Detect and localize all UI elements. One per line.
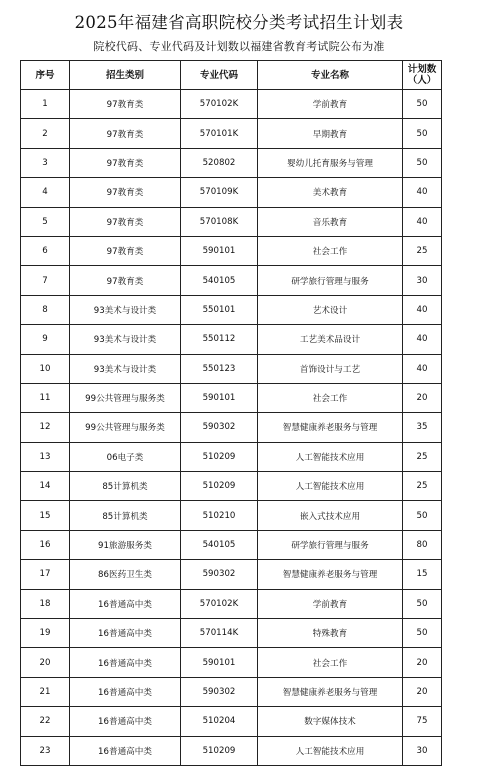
table-row [21,501,442,530]
table-row [21,178,442,207]
cell-plan-count: 50 [403,589,442,618]
cell-major-code: 550112 [181,325,258,354]
cell-major-code: 510204 [181,707,258,736]
cell-plan-count: 40 [403,325,442,354]
cell-category: 97教育类 [70,207,181,236]
cell-major-name: 社会工作 [258,383,403,412]
cell-major-name: 美术教育 [258,178,403,207]
table-row [21,148,442,177]
cell-category: 91旅游服务类 [70,530,181,559]
table-row [21,648,442,677]
cell-plan-count: 20 [403,648,442,677]
cell-category: 16普通高中类 [70,707,181,736]
cell-plan-count: 30 [403,266,442,295]
header-major-name: 专业名称 [258,61,403,90]
cell-index: 11 [21,383,70,412]
cell-major-code: 570102K [181,589,258,618]
table-row [21,413,442,442]
cell-plan-count: 20 [403,677,442,706]
cell-major-name: 人工智能技术应用 [258,736,403,765]
table-row [21,236,442,265]
document-subtitle: 院校代码、专业代码及计划数以福建省教育考试院公布为准 [93,40,385,53]
cell-index: 1 [21,90,70,119]
cell-index: 3 [21,148,70,177]
cell-major-name: 特殊教育 [258,619,403,648]
cell-major-name: 人工智能技术应用 [258,472,403,501]
table-row [21,383,442,412]
cell-category: 16普通高中类 [70,677,181,706]
cell-category: 99公共管理与服务类 [70,383,181,412]
table-row [21,354,442,383]
document-title: 2025年福建省高职院校分类考试招生计划表 [74,13,404,32]
cell-major-name: 研学旅行管理与服务 [258,530,403,559]
cell-index: 9 [21,325,70,354]
header-index: 序号 [21,61,70,90]
cell-major-name: 人工智能技术应用 [258,442,403,471]
table-row [21,619,442,648]
table-row [21,530,442,559]
cell-index: 10 [21,354,70,383]
cell-plan-count: 25 [403,442,442,471]
cell-major-name: 音乐教育 [258,207,403,236]
cell-major-code: 590302 [181,677,258,706]
cell-major-code: 570101K [181,119,258,148]
cell-major-code: 590101 [181,648,258,677]
cell-major-name: 智慧健康养老服务与管理 [258,560,403,589]
cell-category: 16普通高中类 [70,736,181,765]
table-row [21,589,442,618]
cell-category: 16普通高中类 [70,648,181,677]
cell-major-code: 550123 [181,354,258,383]
cell-category: 93美术与设计类 [70,325,181,354]
cell-major-code: 550101 [181,295,258,324]
cell-plan-count: 40 [403,178,442,207]
table-row [21,207,442,236]
cell-index: 16 [21,530,70,559]
cell-major-code: 590101 [181,383,258,412]
cell-major-name: 社会工作 [258,236,403,265]
cell-category: 97教育类 [70,266,181,295]
cell-index: 7 [21,266,70,295]
cell-category: 16普通高中类 [70,589,181,618]
cell-index: 22 [21,707,70,736]
cell-plan-count: 25 [403,236,442,265]
cell-index: 15 [21,501,70,530]
cell-index: 12 [21,413,70,442]
cell-plan-count: 50 [403,90,442,119]
header-category: 招生类别 [70,61,181,90]
table-row [21,736,442,765]
cell-index: 20 [21,648,70,677]
cell-major-code: 570102K [181,90,258,119]
cell-major-code: 590302 [181,560,258,589]
cell-index: 21 [21,677,70,706]
cell-major-name: 早期教育 [258,119,403,148]
cell-major-name: 婴幼儿托育服务与管理 [258,148,403,177]
cell-major-code: 570108K [181,207,258,236]
cell-index: 6 [21,236,70,265]
header-major-code: 专业代码 [181,61,258,90]
table-header-row [21,61,442,90]
cell-category: 97教育类 [70,148,181,177]
cell-category: 93美术与设计类 [70,354,181,383]
table-row [21,325,442,354]
cell-category: 97教育类 [70,236,181,265]
cell-plan-count: 50 [403,619,442,648]
cell-major-code: 520802 [181,148,258,177]
cell-plan-count: 40 [403,295,442,324]
table-row [21,266,442,295]
table-row [21,472,442,501]
cell-category: 16普通高中类 [70,619,181,648]
cell-major-name: 首饰设计与工艺 [258,354,403,383]
table-row [21,707,442,736]
cell-major-code: 540105 [181,530,258,559]
cell-category: 97教育类 [70,178,181,207]
cell-index: 17 [21,560,70,589]
cell-index: 14 [21,472,70,501]
cell-major-code: 510209 [181,736,258,765]
cell-major-name: 研学旅行管理与服务 [258,266,403,295]
table-body [21,90,442,766]
cell-category: 85计算机类 [70,472,181,501]
enrollment-plan-table [20,60,442,766]
cell-index: 5 [21,207,70,236]
cell-major-name: 社会工作 [258,648,403,677]
cell-major-code: 570114K [181,619,258,648]
cell-major-code: 510209 [181,442,258,471]
cell-plan-count: 75 [403,707,442,736]
cell-category: 06电子类 [70,442,181,471]
cell-plan-count: 25 [403,472,442,501]
cell-category: 85计算机类 [70,501,181,530]
cell-index: 23 [21,736,70,765]
table-row [21,560,442,589]
cell-category: 93美术与设计类 [70,295,181,324]
cell-category: 99公共管理与服务类 [70,413,181,442]
cell-index: 2 [21,119,70,148]
cell-plan-count: 15 [403,560,442,589]
table-row [21,119,442,148]
cell-major-code: 510209 [181,472,258,501]
cell-major-name: 嵌入式技术应用 [258,501,403,530]
cell-plan-count: 40 [403,207,442,236]
cell-plan-count: 50 [403,148,442,177]
table-row [21,90,442,119]
table-row [21,677,442,706]
cell-index: 8 [21,295,70,324]
header-plan-count: 计划数 （人） [403,61,442,90]
cell-index: 13 [21,442,70,471]
cell-index: 18 [21,589,70,618]
table-row [21,295,442,324]
cell-category: 86医药卫生类 [70,560,181,589]
cell-plan-count: 20 [403,383,442,412]
cell-major-code: 590302 [181,413,258,442]
cell-major-code: 590101 [181,236,258,265]
cell-major-name: 艺术设计 [258,295,403,324]
cell-plan-count: 80 [403,530,442,559]
cell-index: 19 [21,619,70,648]
cell-major-code: 540105 [181,266,258,295]
cell-major-name: 智慧健康养老服务与管理 [258,413,403,442]
cell-plan-count: 30 [403,736,442,765]
cell-plan-count: 50 [403,119,442,148]
cell-plan-count: 50 [403,501,442,530]
cell-major-name: 工艺美术品设计 [258,325,403,354]
cell-major-name: 智慧健康养老服务与管理 [258,677,403,706]
cell-plan-count: 35 [403,413,442,442]
cell-major-name: 学前教育 [258,90,403,119]
cell-major-name: 数字媒体技术 [258,707,403,736]
cell-major-name: 学前教育 [258,589,403,618]
table-row [21,442,442,471]
cell-category: 97教育类 [70,119,181,148]
cell-plan-count: 40 [403,354,442,383]
cell-major-code: 570109K [181,178,258,207]
cell-major-code: 510210 [181,501,258,530]
cell-category: 97教育类 [70,90,181,119]
cell-index: 4 [21,178,70,207]
